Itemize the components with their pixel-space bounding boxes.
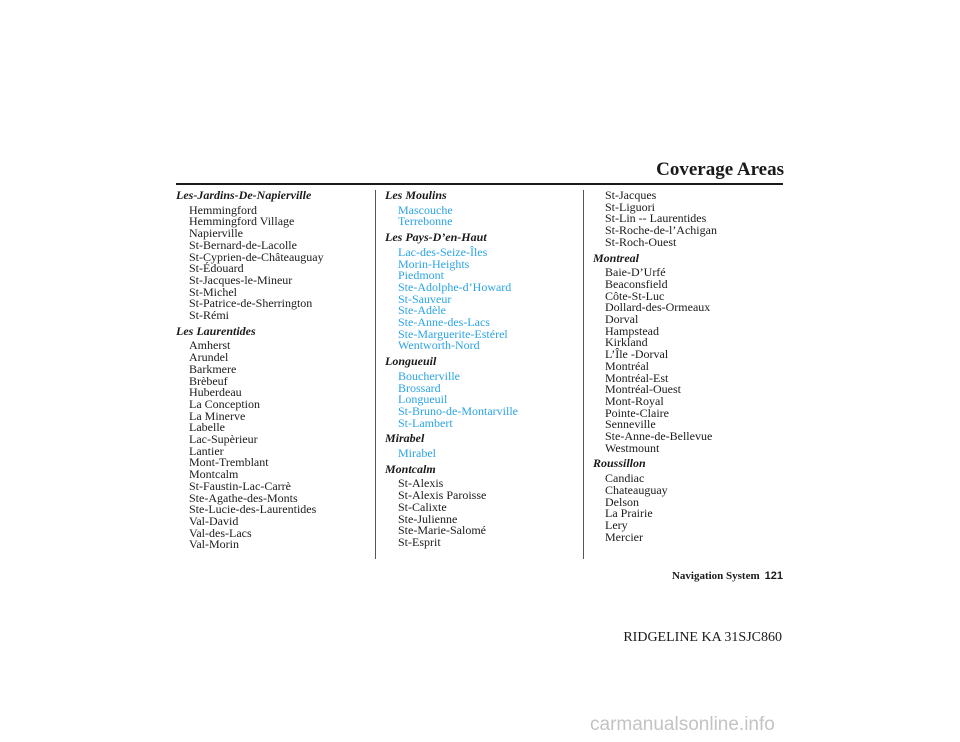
footer-label: Navigation System bbox=[671, 570, 760, 582]
place-item: Labelle bbox=[189, 420, 225, 435]
page-number: 121 bbox=[764, 570, 783, 582]
place-item: Ste-Anne-de-Bellevue bbox=[605, 429, 713, 444]
place-item: Delson bbox=[605, 494, 639, 509]
place-link[interactable]: Terrebonne bbox=[398, 214, 453, 229]
place-item: Pointe-Claire bbox=[605, 405, 669, 420]
place-item: Brèbeuf bbox=[189, 373, 228, 388]
column-2 bbox=[385, 190, 575, 549]
watermark: carmanualsonline.info bbox=[590, 714, 775, 735]
page-title: Coverage Areas bbox=[656, 159, 784, 180]
place-link[interactable]: Ste-Marguerite-Estérel bbox=[398, 326, 508, 341]
place-item: St-Alexis bbox=[398, 476, 444, 491]
place-item: Hemmingford bbox=[189, 202, 257, 217]
column-divider bbox=[583, 190, 584, 559]
column-divider bbox=[375, 190, 376, 559]
place-link[interactable]: Ste-Anne-des-Lacs bbox=[398, 315, 490, 330]
place-item: Mercier bbox=[605, 529, 643, 544]
place-link[interactable]: Boucherville bbox=[398, 368, 460, 383]
place-item: St-Alexis Paroisse bbox=[398, 488, 487, 503]
place-item: La Conception bbox=[189, 396, 260, 411]
place-item: Lac-Supèrieur bbox=[189, 432, 258, 447]
place-item: St-Esprit bbox=[398, 534, 441, 549]
region-heading: Montcalm bbox=[385, 461, 436, 476]
place-item: Napierville bbox=[189, 226, 243, 241]
place-item: Amherst bbox=[189, 338, 231, 353]
place-item: Barkmere bbox=[189, 361, 237, 376]
place-item: Kirkland bbox=[605, 335, 648, 350]
place-link[interactable]: Piedmont bbox=[398, 268, 445, 283]
place-item: St-Lin -- Laurentides bbox=[605, 211, 707, 226]
place-link[interactable]: Longueuil bbox=[398, 392, 448, 407]
place-item: Dollard-des-Ormeaux bbox=[605, 300, 711, 315]
page-footer bbox=[672, 570, 783, 582]
place-link[interactable]: Ste-Adolphe-d’Howard bbox=[398, 279, 512, 294]
header-rule bbox=[176, 183, 783, 185]
place-item: Huberdeau bbox=[189, 385, 242, 400]
place-item: St-Roche-de-l’Achigan bbox=[605, 223, 717, 238]
place-item: Arundel bbox=[189, 350, 229, 365]
place-item: Hemmingford Village bbox=[189, 214, 295, 229]
place-item: Dorval bbox=[605, 312, 639, 327]
place-item: L’Île -Dorval bbox=[605, 347, 669, 362]
place-item: Westmount bbox=[605, 440, 660, 455]
document-code: RIDGELINE KA 31SJC860 bbox=[623, 630, 782, 645]
place-link[interactable]: Brossard bbox=[398, 380, 441, 395]
region-heading: Les Laurentides bbox=[176, 323, 256, 338]
place-item: St-Faustin-Lac-Carrè bbox=[189, 478, 291, 493]
place-item: Montcalm bbox=[189, 467, 239, 482]
column-3 bbox=[593, 190, 783, 543]
place-item: Candiac bbox=[605, 471, 645, 486]
place-link[interactable]: St-Sauveur bbox=[398, 291, 452, 306]
region-heading: Les Pays-D’en-Haut bbox=[385, 230, 487, 245]
place-item: St-Édouard bbox=[189, 261, 244, 276]
region-heading: Les Moulins bbox=[385, 188, 447, 202]
place-item: Lantier bbox=[189, 443, 224, 458]
place-item: Mont-Royal bbox=[605, 393, 664, 408]
place-item: Ste-Lucie-des-Laurentides bbox=[189, 502, 317, 517]
place-item: Montréal-Ouest bbox=[605, 382, 681, 397]
region-heading: Les-Jardins-De-Napierville bbox=[176, 188, 312, 202]
place-link[interactable]: Morin-Heights bbox=[398, 256, 470, 271]
place-link[interactable]: St-Lambert bbox=[398, 415, 453, 430]
place-item: Baie-D’Urfé bbox=[605, 265, 666, 280]
place-link[interactable]: Wentworth-Nord bbox=[398, 338, 480, 353]
place-item: Val-Morin bbox=[189, 537, 239, 552]
region-heading: Roussillon bbox=[593, 456, 646, 471]
place-link[interactable]: Mirabel bbox=[398, 446, 436, 461]
place-item: Montréal-Est bbox=[605, 370, 669, 385]
place-item: Val-David bbox=[189, 513, 239, 528]
place-item: St-Patrice-de-Sherrington bbox=[189, 296, 313, 311]
place-link[interactable]: Ste-Adèle bbox=[398, 303, 446, 318]
place-item: Côte-St-Luc bbox=[605, 288, 665, 303]
place-item: Mont-Tremblant bbox=[189, 455, 269, 470]
place-item: St-Michel bbox=[189, 284, 237, 299]
place-item: La Prairie bbox=[605, 506, 653, 521]
place-item: Montréal bbox=[605, 358, 649, 373]
place-item: Hampstead bbox=[605, 323, 659, 338]
place-item: Val-des-Lacs bbox=[189, 525, 252, 540]
region-heading: Mirabel bbox=[385, 431, 425, 446]
place-link[interactable]: St-Bruno-de-Montarville bbox=[398, 403, 518, 418]
place-item: St-Liguori bbox=[605, 199, 655, 214]
region-heading: Montreal bbox=[593, 250, 640, 265]
region-heading: Longueuil bbox=[385, 354, 437, 369]
place-item: Ste-Agathe-des-Monts bbox=[189, 490, 298, 505]
place-item: Beaconsfield bbox=[605, 276, 668, 291]
place-item: Ste-Julienne bbox=[398, 511, 458, 526]
place-item: La Minerve bbox=[189, 408, 246, 423]
place-item: Ste-Marie-Salomé bbox=[398, 523, 486, 538]
place-item: St-Rémi bbox=[189, 308, 230, 323]
place-link[interactable]: Lac-des-Seize-Îles bbox=[398, 244, 488, 259]
place-item: Senneville bbox=[605, 417, 656, 432]
place-item: Lery bbox=[605, 517, 628, 532]
place-item: St-Roch-Ouest bbox=[605, 234, 677, 249]
place-item: St-Jacques bbox=[605, 188, 657, 202]
place-item: St-Bernard-de-Lacolle bbox=[189, 237, 297, 252]
place-item: Chateauguay bbox=[605, 482, 668, 497]
place-item: St-Cyprien-de-Châteauguay bbox=[189, 249, 324, 264]
column-1 bbox=[176, 190, 356, 551]
place-link[interactable]: Mascouche bbox=[398, 202, 453, 217]
place-item: St-Calixte bbox=[398, 499, 447, 514]
place-item: St-Jacques-le-Mineur bbox=[189, 272, 293, 287]
